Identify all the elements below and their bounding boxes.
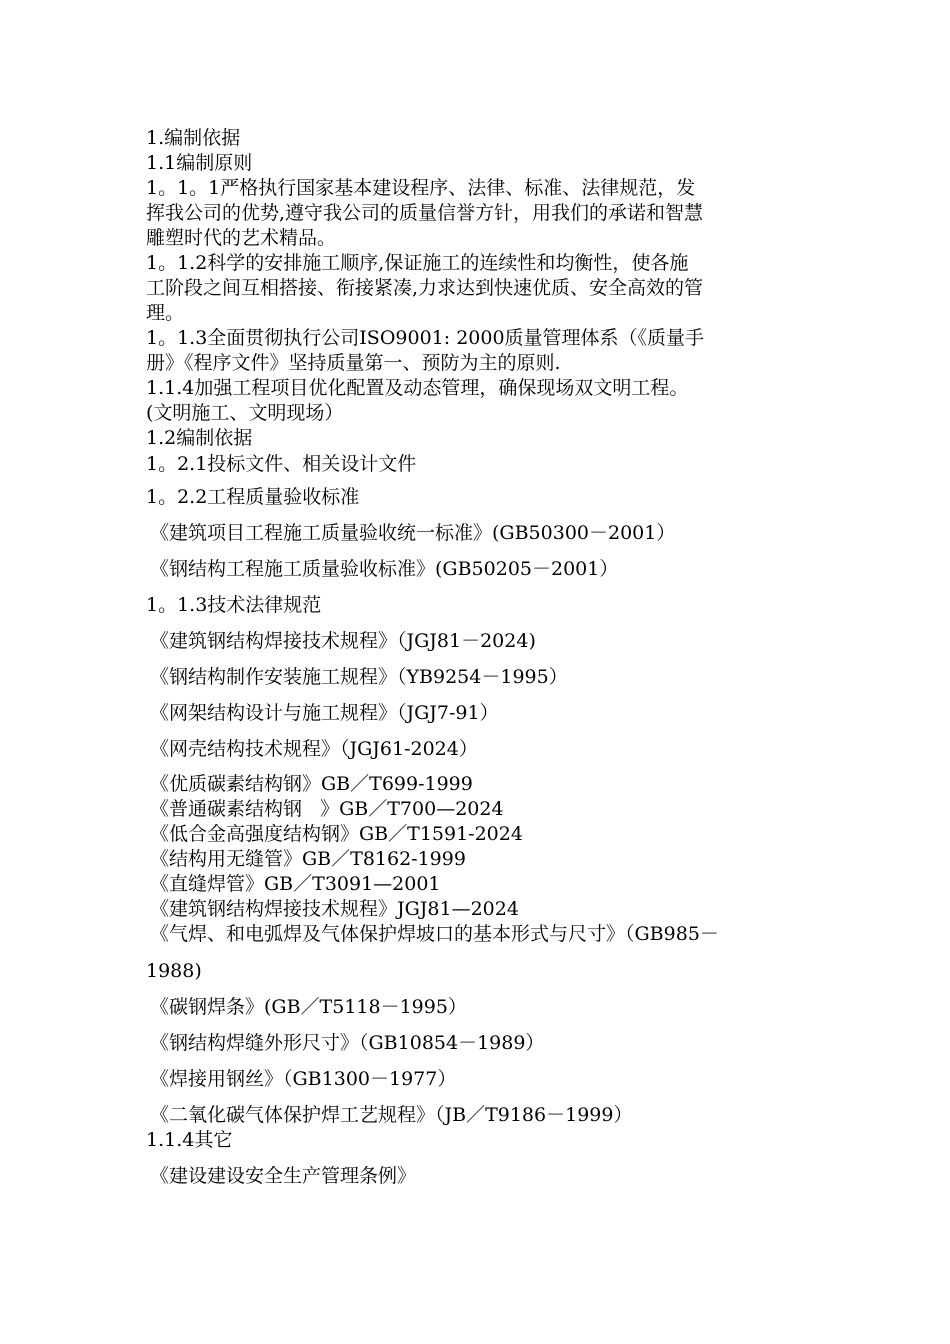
standard-item: 《网架结构设计与施工规程》（JGJ7-91） — [150, 702, 499, 724]
paragraph-line: 1。1.2科学的安排施工顺序,保证施工的连续性和均衡性，使各施 — [146, 252, 689, 274]
paragraph-line: 册》《程序文件》坚持质量第一、预防为主的原则. — [146, 352, 561, 374]
list-item: 1.1.4其它 — [146, 1129, 233, 1151]
standard-item: 《建筑项目工程施工质量验收统一标准》(GB50300－2001） — [150, 522, 676, 544]
list-item: 1。1.3技术法律规范 — [146, 594, 322, 616]
paragraph-line: 理。 — [146, 302, 185, 324]
paragraph-line: 1。1。1严格执行国家基本建设程序、法律、标准、法律规范，发 — [146, 177, 696, 199]
standard-item: 《钢结构焊缝外形尺寸》（GB10854－1989） — [150, 1032, 545, 1054]
paragraph-line: 1.1.4加强工程项目优化配置及动态管理，确保现场双文明工程。 — [146, 377, 689, 399]
standard-item: 《碳钢焊条》(GB／T5118－1995） — [150, 996, 467, 1018]
list-item: 1。2.1投标文件、相关设计文件 — [146, 453, 417, 475]
standard-item: 《普通碳素结构钢 》GB／T700—2024 — [150, 798, 504, 820]
standard-item: 《优质碳素结构钢》GB／T699-1999 — [150, 773, 473, 795]
heading-1: 1.编制依据 — [146, 127, 241, 149]
standard-item: 《气焊、和电弧焊及气体保护焊坡口的基本形式与尺寸》（GB985－ — [150, 923, 719, 945]
list-item: 1。2.2工程质量验收标准 — [146, 486, 360, 508]
standard-item: 《钢结构工程施工质量验收标准》(GB50205－2001） — [150, 558, 619, 580]
standard-item: 《网壳结构技术规程》（JGJ61-2024） — [150, 738, 478, 760]
standard-item-continued: 1988) — [146, 960, 202, 982]
heading-1-2: 1.2编制依据 — [146, 427, 253, 449]
standard-item: 《二氧化碳气体保护焊工艺规程》（JB／T9186－1999） — [150, 1104, 633, 1126]
paragraph-line: 雕塑时代的艺术精品。 — [146, 227, 337, 249]
standard-item: 《建筑钢结构焊接技术规程》（JGJ81－2024) — [150, 630, 536, 652]
standard-item: 《结构用无缝管》GB／T8162-1999 — [150, 848, 466, 870]
standard-item: 《直缝焊管》GB／T3091—2001 — [150, 873, 441, 895]
paragraph-line: 挥我公司的优势,遵守我公司的质量信誉方针，用我们的承诺和智慧 — [146, 202, 704, 224]
heading-1-1: 1.1编制原则 — [146, 152, 253, 174]
standard-item: 《建筑钢结构焊接技术规程》JGJ81—2024 — [150, 898, 519, 920]
paragraph-line: (文明施工、文明现场） — [146, 402, 344, 424]
standard-item: 《低合金高强度结构钢》GB／T1591-2024 — [150, 823, 523, 845]
paragraph-line: 工阶段之间互相搭接、衔接紧凑,力求达到快速优质、安全高效的管 — [146, 277, 704, 299]
paragraph-line: 1。1.3全面贯彻执行公司ISO9001: 2000质量管理体系（《质量手 — [146, 327, 705, 349]
standard-item: 《钢结构制作安装施工规程》（YB9254－1995） — [150, 666, 568, 688]
standard-item: 《建设建设安全生产管理条例》 — [150, 1165, 417, 1187]
standard-item: 《焊接用钢丝》（GB1300－1977） — [150, 1068, 457, 1090]
